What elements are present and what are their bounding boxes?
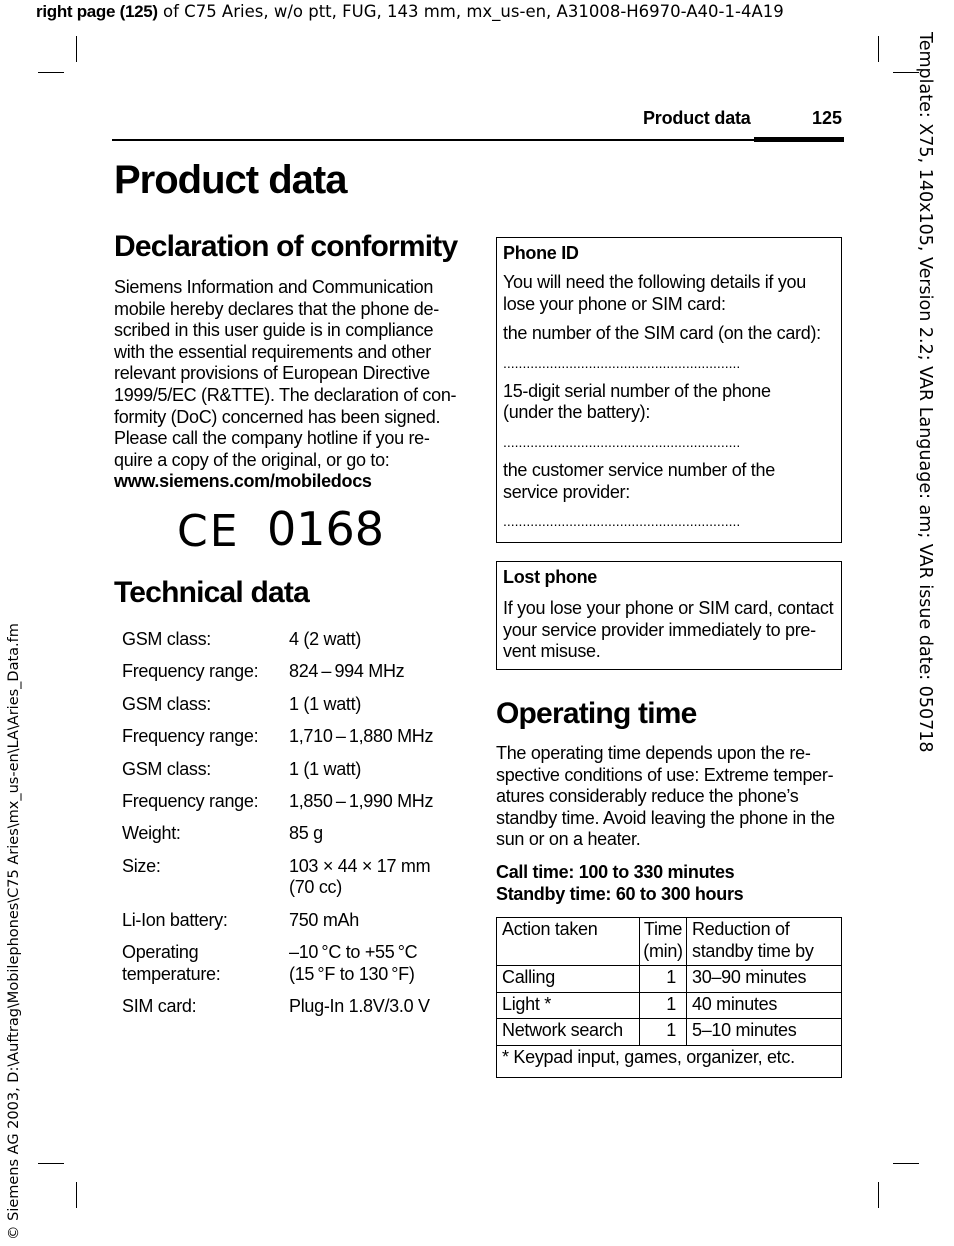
spec-value — [289, 813, 469, 845]
spec-row — [122, 748, 469, 780]
phone-id-box — [496, 237, 842, 543]
spec-label — [122, 629, 289, 651]
template-info: Template: X75, 140x105, Version 2.2; VAR Language: am; VAR issue date: 050718 — [915, 32, 935, 753]
service-number-blank: ............................................................. — [503, 513, 741, 530]
header-text: Reduction of — [692, 919, 790, 939]
spec-label-line: Frequency range: — [122, 726, 259, 747]
table-cell: 40 minutes — [687, 992, 842, 1019]
header-text: Time — [643, 919, 683, 939]
table-footnote: * Keypad input, games, organizer, etc. — [497, 1045, 842, 1077]
column-header — [687, 918, 842, 966]
lost-phone-title: Lost phone — [503, 567, 597, 587]
page-title: Product data — [114, 158, 347, 202]
text-line: If you lose your phone or SIM card, contact — [503, 598, 834, 618]
spec-value — [289, 931, 469, 985]
text-line: mobile hereby declares that the phone de- — [114, 298, 439, 319]
spec-value-line: 1,850 – 1,990 MHz — [289, 790, 434, 811]
header-rule-accent — [754, 137, 844, 142]
table-row — [497, 1019, 842, 1046]
text-line: the customer service number of the — [503, 459, 775, 480]
crop-mark — [76, 1182, 77, 1208]
print-slug-page: right page (125) — [36, 2, 158, 21]
crop-mark — [38, 72, 64, 73]
spec-value — [289, 629, 469, 651]
spec-label-line: temperature: — [122, 963, 221, 984]
header-rule — [112, 139, 844, 141]
lost-phone-text — [503, 598, 835, 663]
spec-label — [122, 651, 289, 683]
spec-label-line: GSM class: — [122, 629, 212, 649]
spec-value-line: 4 (2 watt) — [289, 629, 362, 649]
spec-value — [289, 683, 469, 715]
text-line: 1999/5/EC (R&TTE). The declaration of con- — [114, 384, 457, 405]
text-line: Please call the company hotline if you re- — [114, 428, 430, 449]
spec-value-line: (15 °F to 130 °F) — [289, 963, 415, 984]
crop-mark — [893, 1163, 919, 1164]
spec-row — [122, 845, 469, 899]
text-line: (under the battery): — [503, 402, 651, 423]
spec-value-line: 1,710 – 1,880 MHz — [289, 726, 434, 747]
text-line: scribed in this user guide is in compliance — [114, 320, 434, 341]
sim-number-label: the number of the SIM card (on the card): — [503, 323, 821, 344]
table-footnote-row — [497, 1045, 842, 1077]
spec-value-line: (70 cc) — [289, 877, 342, 898]
spec-label — [122, 985, 289, 1017]
text-line: lose your phone or SIM card: — [503, 293, 726, 314]
operating-heading: Operating time — [496, 697, 697, 730]
standby-time: Standby time: 60 to 300 hours — [496, 883, 744, 904]
phone-id-title: Phone ID — [503, 243, 579, 263]
spec-label — [122, 899, 289, 931]
spec-label — [122, 748, 289, 780]
text-line: The operating time depends upon the re- — [496, 743, 811, 763]
header-text: Action taken — [502, 919, 598, 939]
spec-label — [122, 780, 289, 812]
column-header — [640, 918, 687, 966]
spec-value-line: 103 × 44 × 17 mm — [289, 855, 431, 876]
crop-mark — [878, 36, 879, 62]
text-line: spective conditions of use: Extreme temper- — [496, 764, 834, 785]
table-cell: 5–10 minutes — [687, 1019, 842, 1046]
text-line: formity (DoC) concerned has been signed. — [114, 406, 441, 427]
spec-value — [289, 985, 469, 1017]
text-line: with the essential requirements and other — [114, 341, 431, 362]
spec-label-line: SIM card: — [122, 996, 197, 1017]
spec-label-line: Size: — [122, 855, 161, 876]
page-number: 125 — [812, 108, 843, 128]
text-line: You will need the following details if you — [503, 272, 806, 292]
spec-label — [122, 931, 289, 985]
table-cell: 1 — [640, 992, 687, 1019]
running-head-title: Product data — [643, 108, 751, 128]
spec-label — [122, 715, 289, 747]
spec-value-line: Plug-In 1.8V/3.0 V — [289, 996, 430, 1017]
spec-value-line: 85 g — [289, 823, 323, 844]
declaration-heading: Declaration of conformity — [114, 230, 458, 263]
spec-value — [289, 845, 469, 899]
spec-value-line: 1 (1 watt) — [289, 758, 362, 779]
spec-row — [122, 715, 469, 747]
time-summary — [496, 862, 743, 905]
table-cell: Network search — [497, 1019, 640, 1046]
declaration-text — [114, 277, 464, 493]
spec-row — [122, 780, 469, 812]
spec-value — [289, 715, 469, 747]
crop-mark — [878, 1182, 879, 1208]
spec-label-line: Frequency range: — [122, 790, 259, 811]
text-line: relevant provisions of European Directive — [114, 363, 430, 384]
crop-mark — [76, 36, 77, 62]
spec-row — [122, 629, 469, 651]
spec-value — [289, 780, 469, 812]
spec-label-line: Weight: — [122, 823, 181, 844]
spec-row — [122, 683, 469, 715]
crop-mark — [38, 1163, 64, 1164]
print-slug-details: of C75 Aries, w/o ptt, FUG, 143 mm, mx_us-en, A31008-H6970-A40-1-4A19 — [157, 2, 784, 21]
spec-label-line: Frequency range: — [122, 661, 259, 682]
copyright-path: © Siemens AG 2003, D:\Auftrag\Mobilephones\C75 Aries\mx_us-en\LA\Aries_Data.fm — [6, 623, 22, 1240]
spec-value-line: 1 (1 watt) — [289, 693, 362, 714]
spec-value — [289, 899, 469, 931]
spec-label — [122, 845, 289, 899]
spec-value-line: 750 mAh — [289, 909, 359, 930]
spec-label-line: Li-Ion battery: — [122, 909, 228, 930]
table-cell: 1 — [640, 966, 687, 993]
text-line: 15-digit serial number of the phone — [503, 380, 771, 401]
text-line: standby time. Avoid leaving the phone in the — [496, 807, 835, 828]
technical-heading: Technical data — [114, 576, 309, 609]
text-line: quire a copy of the original, or go to: — [114, 449, 390, 470]
ce-notified-body-number: 0168 — [267, 502, 385, 556]
spec-value — [289, 651, 469, 683]
standby-reduction-table — [496, 917, 842, 1078]
spec-label — [122, 813, 289, 845]
spec-value-line: –10 °C to +55 °C — [289, 942, 418, 963]
call-time: Call time: 100 to 330 minutes — [496, 862, 735, 882]
text-line: sun or on a heater. — [496, 829, 641, 850]
service-number-label — [503, 460, 835, 503]
lost-phone-box — [496, 561, 842, 670]
serial-number-blank: ............................................................. — [503, 433, 741, 450]
spec-label-line: GSM class: — [122, 693, 212, 714]
sim-number-blank: ............................................................. — [503, 354, 741, 371]
text-line: Siemens Information and Communication — [114, 277, 434, 297]
table-header-row — [497, 918, 842, 966]
serial-number-label — [503, 381, 835, 424]
table-cell: Calling — [497, 966, 640, 993]
column-header — [497, 918, 640, 966]
doc-link[interactable]: www.siemens.com/mobiledocs — [114, 471, 372, 492]
spec-label — [122, 683, 289, 715]
table-row — [497, 992, 842, 1019]
operating-text — [496, 743, 846, 851]
spec-value — [289, 748, 469, 780]
text-line: service provider: — [503, 481, 630, 502]
table-cell: 30–90 minutes — [687, 966, 842, 993]
table-cell: Light * — [497, 992, 640, 1019]
spec-value-line: 824 – 994 MHz — [289, 661, 405, 682]
spec-row — [122, 899, 469, 931]
spec-label-line: Operating — [122, 942, 199, 963]
phone-id-intro — [503, 272, 835, 315]
table-row — [497, 966, 842, 993]
technical-data-table — [122, 629, 469, 1018]
ce-mark-logo: CE — [177, 506, 240, 557]
text-line: vent misuse. — [503, 641, 601, 662]
spec-label-line: GSM class: — [122, 758, 212, 779]
header-text: (min) — [643, 940, 683, 961]
spec-row — [122, 813, 469, 845]
spec-row — [122, 931, 469, 985]
header-text: standby time by — [692, 940, 814, 961]
text-line: your service provider immediately to pre- — [503, 619, 816, 640]
text-line: atures considerably reduce the phone’s — [496, 786, 799, 807]
table-cell: 1 — [640, 1019, 687, 1046]
spec-row — [122, 651, 469, 683]
print-slug — [36, 2, 784, 22]
spec-row — [122, 985, 469, 1017]
